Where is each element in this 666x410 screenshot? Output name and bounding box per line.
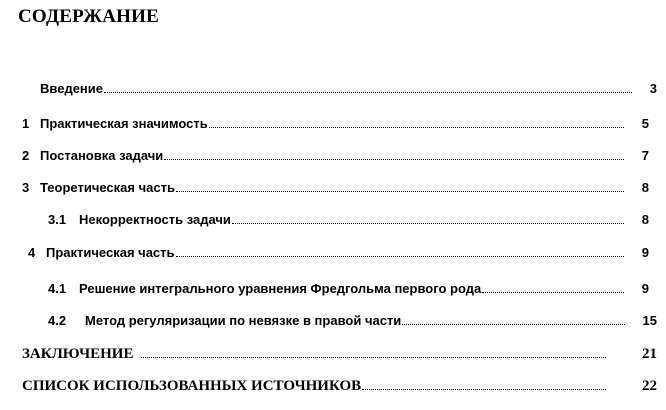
toc-entry-4-2[interactable]: [48, 313, 657, 333]
toc-entry-3[interactable]: [22, 180, 649, 200]
toc-entry-1[interactable]: [22, 116, 649, 136]
toc-entry-2[interactable]: [22, 148, 649, 168]
toc-entry-number: 1: [22, 116, 30, 131]
toc-entry-introduction[interactable]: [40, 81, 657, 101]
toc-entry-page: 9: [641, 281, 649, 296]
toc-entry-3-1[interactable]: [48, 212, 649, 232]
toc-entry-label: Решение интегрального уравнения Фредгольма первого рода: [79, 281, 482, 296]
toc-dot-leader: [362, 377, 606, 390]
toc-dot-leader: [141, 345, 606, 358]
toc-entry-page: 8: [641, 212, 649, 227]
toc-dot-leader: [232, 213, 624, 224]
toc-entry-page: 5: [641, 116, 649, 131]
toc-entry-page: 8: [641, 180, 649, 195]
toc-entry-conclusion[interactable]: [22, 345, 657, 365]
toc-dot-leader: [402, 314, 624, 325]
toc-dot-leader: [164, 149, 623, 160]
toc-entry-number: 3.1: [48, 212, 67, 227]
toc-entry-number: 3: [22, 180, 30, 195]
toc-entry-label: Практическая значимость: [40, 116, 208, 131]
page-title: СОДЕРЖАНИЕ: [18, 6, 159, 27]
toc-entry-label: Теоретическая часть: [40, 180, 175, 195]
toc-dot-leader: [209, 117, 624, 128]
toc-entry-references[interactable]: [22, 377, 657, 397]
toc-entry-page: 15: [642, 313, 657, 328]
toc-entry-label: Введение: [40, 81, 103, 96]
toc-entry-number: 4.2: [48, 313, 67, 328]
toc-dot-leader: [176, 246, 624, 257]
toc-entry-number: 2: [22, 148, 30, 163]
toc-entry-label: СПИСОК ИСПОЛЬЗОВАННЫХ ИСТОЧНИКОВ: [22, 377, 362, 394]
toc-entry-label: ЗАКЛЮЧЕНИЕ: [22, 345, 134, 362]
toc-entry-page: 22: [642, 377, 657, 394]
toc-dot-leader: [176, 181, 624, 192]
toc-entry-label: Некорректность задачи: [79, 212, 231, 227]
toc-entry-number: 4.1: [48, 281, 67, 296]
toc-entry-page: 3: [649, 81, 657, 96]
toc-entry-4[interactable]: [28, 245, 649, 265]
toc-entry-number: 4: [28, 245, 36, 260]
toc-entry-page: 21: [642, 345, 657, 362]
toc-dot-leader: [104, 82, 632, 93]
toc-entry-page: 9: [641, 245, 649, 260]
toc-entry-4-1[interactable]: [48, 281, 649, 301]
toc-entry-label: Постановка задачи: [40, 148, 164, 163]
toc-entry-page: 7: [641, 148, 649, 163]
toc-dot-leader: [482, 282, 624, 293]
toc-entry-label: Метод регуляризации по невязке в правой части: [85, 313, 402, 328]
toc-entry-label: Практическая часть: [46, 245, 175, 260]
